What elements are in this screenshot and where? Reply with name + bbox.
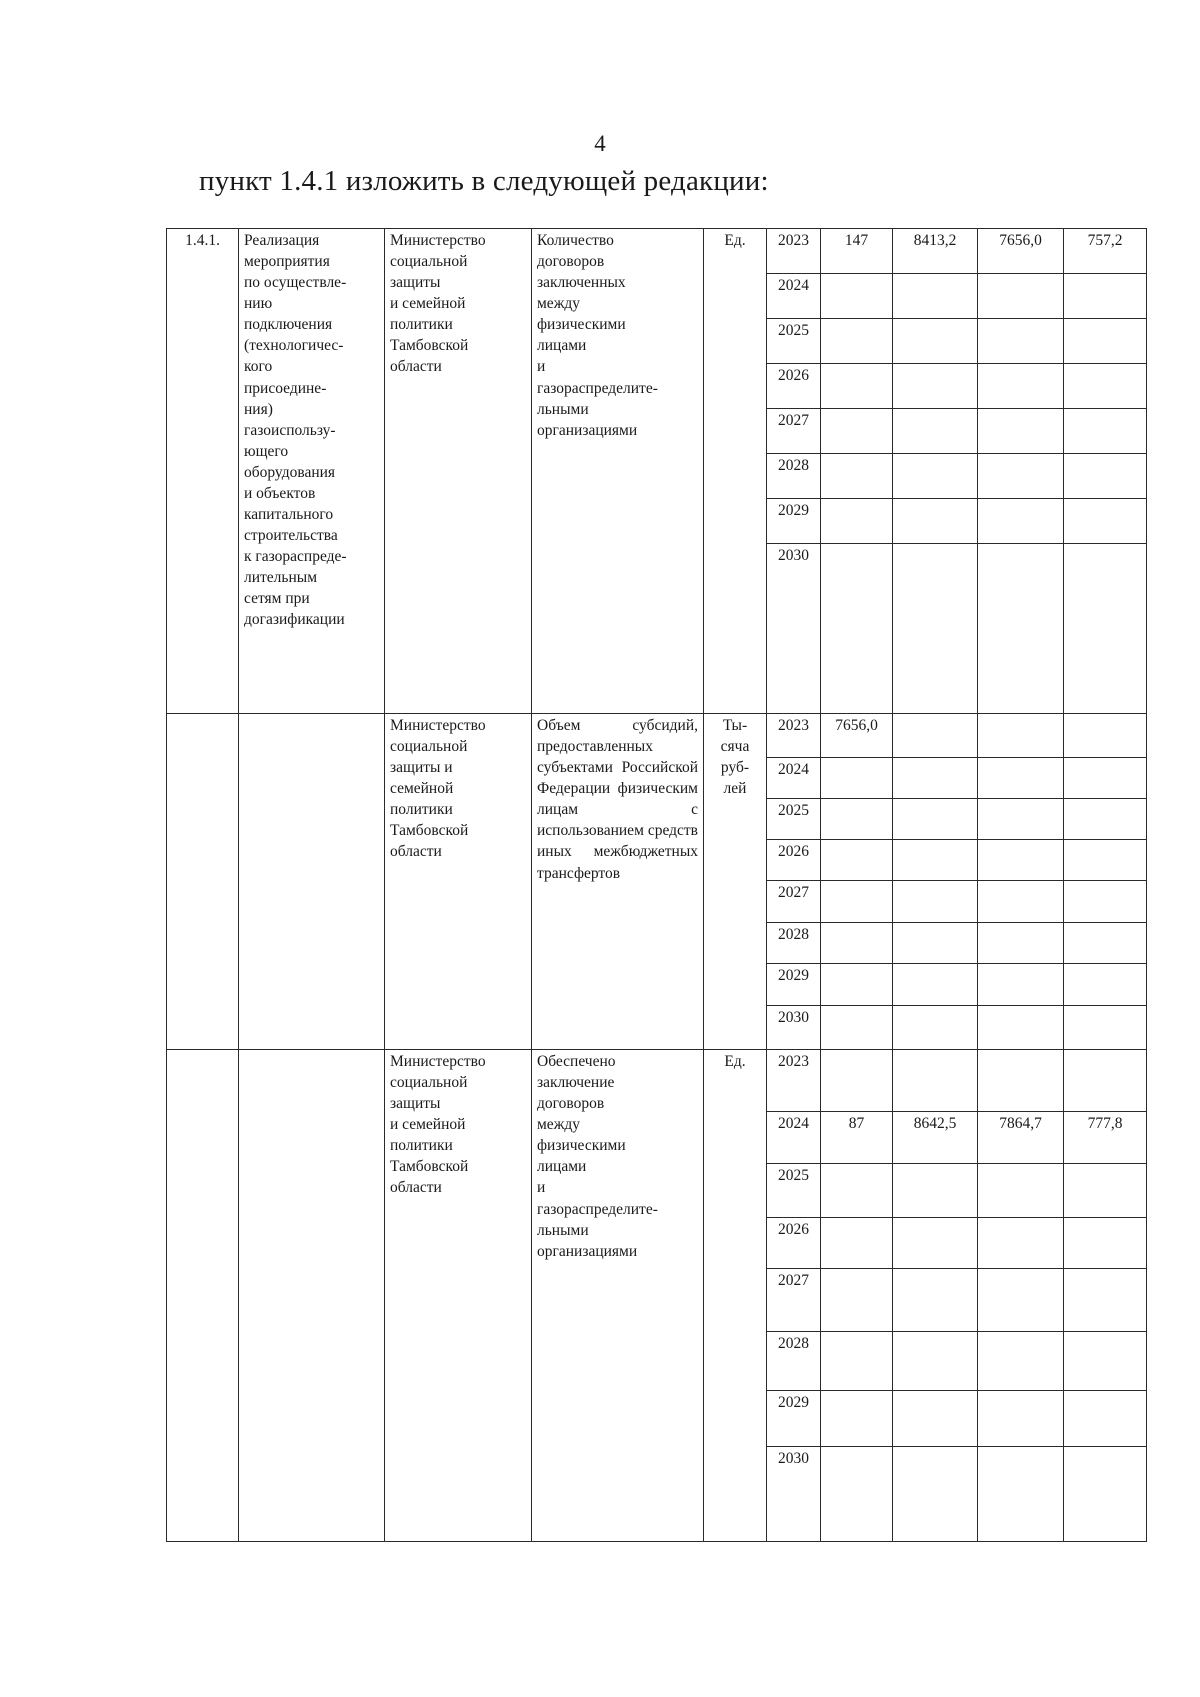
total-funding-cell: 8413,2 bbox=[893, 229, 978, 274]
year-cell: 2025 bbox=[767, 319, 821, 364]
federal-funding-cell bbox=[978, 319, 1064, 364]
total-funding-cell bbox=[893, 409, 978, 454]
total-funding-cell bbox=[893, 454, 978, 499]
table-row bbox=[167, 229, 1147, 274]
indicator-value-cell bbox=[821, 1391, 893, 1447]
item-number-cell bbox=[167, 714, 239, 1050]
table-row bbox=[167, 714, 1147, 758]
indicator-value-cell bbox=[821, 409, 893, 454]
year-cell: 2028 bbox=[767, 1332, 821, 1391]
year-cell: 2028 bbox=[767, 454, 821, 499]
indicator-value-cell bbox=[821, 1218, 893, 1269]
year-cell: 2029 bbox=[767, 499, 821, 544]
executor-cell: Министерство социальной защиты и семейной политики Тамбовской области bbox=[385, 229, 532, 714]
indicator-value-cell bbox=[821, 544, 893, 714]
federal-funding-cell bbox=[978, 1391, 1064, 1447]
total-funding-cell bbox=[893, 499, 978, 544]
year-cell: 2027 bbox=[767, 409, 821, 454]
regional-funding-cell bbox=[1064, 1447, 1147, 1542]
indicator-value-cell bbox=[821, 758, 893, 799]
activity-cell: Реализация мероприятия по осуществле- нию подключения (технологичес- кого присоедине- ния) газоиспользу- ющего оборудования и объектов капитального строительства к газораспреде- лительным сетям при догазификации bbox=[239, 229, 385, 714]
regional-funding-cell bbox=[1064, 1006, 1147, 1050]
indicator-value-cell bbox=[821, 840, 893, 881]
year-cell: 2026 bbox=[767, 364, 821, 409]
regional-funding-cell bbox=[1064, 499, 1147, 544]
regional-funding-cell bbox=[1064, 364, 1147, 409]
total-funding-cell: 8642,5 bbox=[893, 1112, 978, 1164]
year-cell: 2023 bbox=[767, 714, 821, 758]
federal-funding-cell bbox=[978, 758, 1064, 799]
federal-funding-cell bbox=[978, 714, 1064, 758]
indicator-value-cell bbox=[821, 923, 893, 964]
federal-funding-cell bbox=[978, 923, 1064, 964]
regional-funding-cell bbox=[1064, 758, 1147, 799]
total-funding-cell bbox=[893, 544, 978, 714]
year-cell: 2023 bbox=[767, 1050, 821, 1112]
total-funding-cell bbox=[893, 840, 978, 881]
total-funding-cell bbox=[893, 1006, 978, 1050]
total-funding-cell bbox=[893, 1332, 978, 1391]
item-number-cell: 1.4.1. bbox=[167, 229, 239, 714]
federal-funding-cell bbox=[978, 1269, 1064, 1332]
year-cell: 2030 bbox=[767, 544, 821, 714]
federal-funding-cell bbox=[978, 274, 1064, 319]
indicator-value-cell: 7656,0 bbox=[821, 714, 893, 758]
year-cell: 2024 bbox=[767, 758, 821, 799]
federal-funding-cell bbox=[978, 364, 1064, 409]
federal-funding-cell: 7864,7 bbox=[978, 1112, 1064, 1164]
page-number: 4 bbox=[594, 131, 606, 156]
regional-funding-cell bbox=[1064, 1050, 1147, 1112]
year-cell: 2023 bbox=[767, 229, 821, 274]
federal-funding-cell bbox=[978, 1447, 1064, 1542]
year-cell: 2027 bbox=[767, 1269, 821, 1332]
year-cell: 2025 bbox=[767, 799, 821, 840]
indicator-value-cell bbox=[821, 1164, 893, 1218]
indicator-value-cell: 87 bbox=[821, 1112, 893, 1164]
indicator-value-cell: 147 bbox=[821, 229, 893, 274]
year-cell: 2024 bbox=[767, 274, 821, 319]
total-funding-cell bbox=[893, 881, 978, 923]
total-funding-cell bbox=[893, 1164, 978, 1218]
indicator-value-cell bbox=[821, 881, 893, 923]
year-cell: 2028 bbox=[767, 923, 821, 964]
regional-funding-cell bbox=[1064, 409, 1147, 454]
indicator-cell: Объем субсидий, предоставленных субъектами Российской Федерации физическим лицам с использованием средств иных межбюджетных трансфертов bbox=[532, 714, 704, 1050]
total-funding-cell bbox=[893, 1218, 978, 1269]
indicator-value-cell bbox=[821, 454, 893, 499]
indicator-value-cell bbox=[821, 1269, 893, 1332]
year-cell: 2030 bbox=[767, 1447, 821, 1542]
federal-funding-cell bbox=[978, 1006, 1064, 1050]
year-cell: 2029 bbox=[767, 1391, 821, 1447]
year-cell: 2026 bbox=[767, 1218, 821, 1269]
regional-funding-cell bbox=[1064, 1218, 1147, 1269]
federal-funding-cell bbox=[978, 1218, 1064, 1269]
item-number-cell bbox=[167, 1050, 239, 1542]
federal-funding-cell bbox=[978, 1050, 1064, 1112]
regional-funding-cell bbox=[1064, 964, 1147, 1006]
federal-funding-cell bbox=[978, 1332, 1064, 1391]
indicator-value-cell bbox=[821, 1447, 893, 1542]
indicator-value-cell bbox=[821, 1050, 893, 1112]
indicator-value-cell bbox=[821, 364, 893, 409]
regional-funding-cell bbox=[1064, 1391, 1147, 1447]
total-funding-cell bbox=[893, 1269, 978, 1332]
regional-funding-cell bbox=[1064, 923, 1147, 964]
regional-funding-cell bbox=[1064, 840, 1147, 881]
regional-funding-cell bbox=[1064, 881, 1147, 923]
indicator-value-cell bbox=[821, 964, 893, 1006]
year-cell: 2024 bbox=[767, 1112, 821, 1164]
regional-funding-cell bbox=[1064, 1269, 1147, 1332]
federal-funding-cell: 7656,0 bbox=[978, 229, 1064, 274]
federal-funding-cell bbox=[978, 499, 1064, 544]
regional-funding-cell bbox=[1064, 1164, 1147, 1218]
unit-cell: Ед. bbox=[704, 1050, 767, 1542]
unit-cell: Ты- сяча руб- лей bbox=[704, 714, 767, 1050]
federal-funding-cell bbox=[978, 544, 1064, 714]
indicator-value-cell bbox=[821, 319, 893, 364]
table-body bbox=[167, 229, 1147, 1542]
executor-cell: Министерство социальной защиты и семейной политики Тамбовской области bbox=[385, 714, 532, 1050]
amendment-heading: пункт 1.4.1 изложить в следующей редакции: bbox=[199, 165, 769, 197]
regional-funding-cell bbox=[1064, 274, 1147, 319]
total-funding-cell bbox=[893, 923, 978, 964]
total-funding-cell bbox=[893, 1050, 978, 1112]
total-funding-cell bbox=[893, 364, 978, 409]
indicator-cell: Обеспечено заключение договоров между физическими лицами и газораспределите- льными организациями bbox=[532, 1050, 704, 1542]
program-table bbox=[166, 228, 1147, 1542]
executor-cell: Министерство социальной защиты и семейной политики Тамбовской области bbox=[385, 1050, 532, 1542]
total-funding-cell bbox=[893, 714, 978, 758]
total-funding-cell bbox=[893, 319, 978, 364]
regional-funding-cell bbox=[1064, 714, 1147, 758]
activity-cell bbox=[239, 714, 385, 1050]
indicator-cell: Количество договоров заключенных между физическими лицами и газораспределите- льными организациями bbox=[532, 229, 704, 714]
indicator-value-cell bbox=[821, 499, 893, 544]
total-funding-cell bbox=[893, 758, 978, 799]
year-cell: 2029 bbox=[767, 964, 821, 1006]
table-row bbox=[167, 1050, 1147, 1112]
indicator-value-cell bbox=[821, 274, 893, 319]
indicator-value-cell bbox=[821, 1006, 893, 1050]
unit-cell: Ед. bbox=[704, 229, 767, 714]
year-cell: 2026 bbox=[767, 840, 821, 881]
federal-funding-cell bbox=[978, 409, 1064, 454]
regional-funding-cell: 777,8 bbox=[1064, 1112, 1147, 1164]
total-funding-cell bbox=[893, 1447, 978, 1542]
regional-funding-cell bbox=[1064, 319, 1147, 364]
regional-funding-cell: 757,2 bbox=[1064, 229, 1147, 274]
federal-funding-cell bbox=[978, 840, 1064, 881]
year-cell: 2025 bbox=[767, 1164, 821, 1218]
activity-cell bbox=[239, 1050, 385, 1542]
federal-funding-cell bbox=[978, 799, 1064, 840]
federal-funding-cell bbox=[978, 881, 1064, 923]
indicator-value-cell bbox=[821, 1332, 893, 1391]
total-funding-cell bbox=[893, 1391, 978, 1447]
year-cell: 2030 bbox=[767, 1006, 821, 1050]
indicator-value-cell bbox=[821, 799, 893, 840]
total-funding-cell bbox=[893, 274, 978, 319]
year-cell: 2027 bbox=[767, 881, 821, 923]
federal-funding-cell bbox=[978, 1164, 1064, 1218]
regional-funding-cell bbox=[1064, 454, 1147, 499]
regional-funding-cell bbox=[1064, 1332, 1147, 1391]
regional-funding-cell bbox=[1064, 544, 1147, 714]
total-funding-cell bbox=[893, 799, 978, 840]
total-funding-cell bbox=[893, 964, 978, 1006]
federal-funding-cell bbox=[978, 454, 1064, 499]
federal-funding-cell bbox=[978, 964, 1064, 1006]
regional-funding-cell bbox=[1064, 799, 1147, 840]
